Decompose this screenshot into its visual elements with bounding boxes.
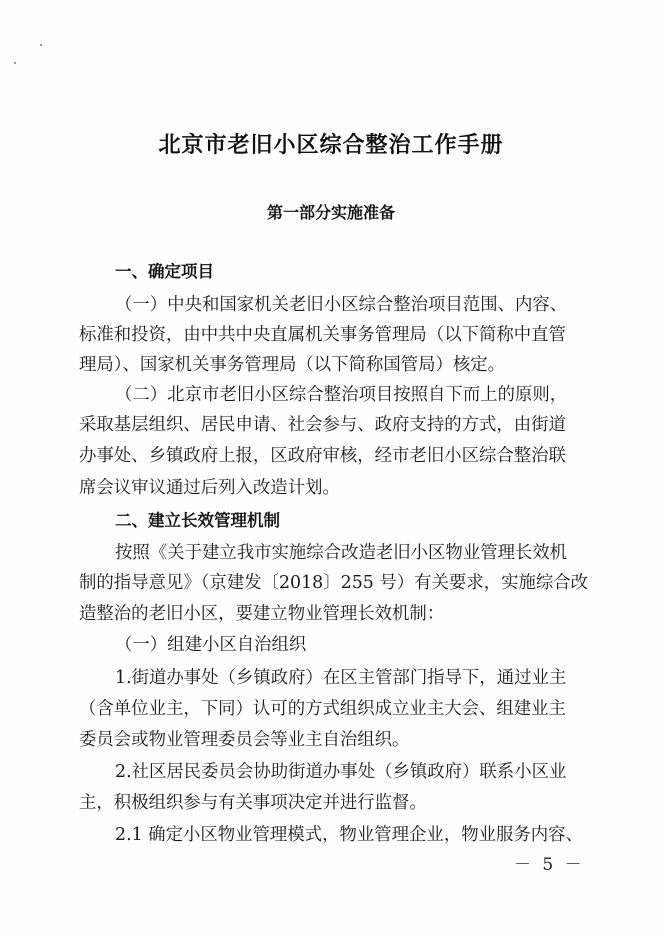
page-number: － 5 － [514, 855, 585, 875]
paragraph-line: 2.1 确定小区物业管理模式，物业管理企业，物业服务内容、 [115, 825, 583, 845]
subheading-self-governance: （一）组建小区自治组织 [115, 635, 307, 655]
paragraph-line: 制的指导意见》（京建发〔2018〕255 号）有关要求，实施综合改 [79, 573, 589, 593]
section-title: 第一部分实施准备 [266, 203, 395, 222]
paragraph-line: 标准和投资，由中共中央直属机关事务管理局（以下简称中直管 [79, 325, 566, 345]
paragraph-line: 1.街道办事处（乡镇政府）在区主管部门指导下，通过业主 [115, 668, 567, 688]
paragraph-line: 理局）、国家机关事务管理局（以下简称国管局）核定。 [79, 355, 506, 375]
heading-long-term-mechanism: 二、建立长效管理机制 [115, 511, 280, 530]
scan-speck [14, 62, 16, 64]
paragraph-line: 委员会或物业管理委员会等业主自治组织。 [79, 730, 410, 750]
paragraph-line: 办事处、乡镇政府上报，区政府审核，经市老旧小区综合整治联 [79, 446, 566, 466]
paragraph-line: （一）中央和国家机关老旧小区综合整治项目范围、内容、 [115, 295, 568, 315]
paragraph-line: （含单位业主，下同）认可的方式组织成立业主大会、组建业主 [79, 699, 566, 719]
paragraph-line: 采取基层组织、居民申请、社会参与、政府支持的方式，由街道 [79, 415, 566, 435]
paragraph-line: 席会议审议通过后列入改造计划。 [79, 478, 340, 498]
paragraph-line: （二）北京市老旧小区综合整治项目按照自下而上的原则， [115, 385, 568, 405]
document-title: 北京市老旧小区综合整治工作手册 [158, 132, 504, 158]
scan-speck [40, 44, 42, 46]
paragraph-line: 造整治的老旧小区，要建立物业管理长效机制： [79, 604, 445, 624]
paragraph-line: 2.社区居民委员会协助街道办事处（乡镇政府）联系小区业 [115, 762, 567, 782]
paragraph-line: 主，积极组织参与有关事项决定并进行监督。 [79, 793, 427, 813]
paragraph-line: 按照《关于建立我市实施综合改造老旧小区物业管理长效机 [115, 543, 568, 563]
heading-confirm-project: 一、确定项目 [115, 262, 214, 281]
